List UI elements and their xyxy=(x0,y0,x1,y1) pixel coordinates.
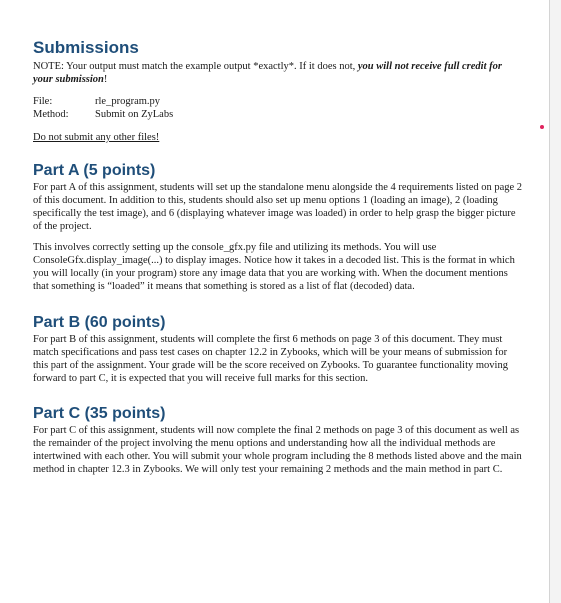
part-b-paragraph: For part B of this assignment, students will complete the first 6 methods on page 3 of this document. They must match specifications and pass test cases on chapter 12.2 in Zybooks, which will be your means of submission for this part of the assignment. Your grade will be the score received on Zybooks. To guarantee functionality moving forward to part C, it is expected that you will receive full marks for this section. xyxy=(33,334,508,384)
document-content xyxy=(33,38,523,476)
note-text: : Your output must match the example output *exactly*. If it does not, xyxy=(61,61,358,72)
part-c-heading: Part C (35 points) xyxy=(33,405,166,422)
method-row xyxy=(33,108,523,121)
note-paragraph xyxy=(33,60,523,86)
margin-marker-dot xyxy=(540,125,544,129)
file-key: File: xyxy=(33,96,53,107)
part-b-heading: Part B (60 points) xyxy=(33,314,166,331)
part-a-heading: Part A (5 points) xyxy=(33,162,156,179)
spacer xyxy=(33,385,523,404)
note-label: NOTE xyxy=(33,61,61,72)
part-a-paragraph-1: For part A of this assignment, students will set up the standalone menu alongside the 4 requirements listed on page 2 of this document. In addition to this, students should also set up menu options 1 (loading an image), 2 (loading specifically the test image), and 6 (displaying whatever image was loaded) in order to help grasp the bigger picture of the project. xyxy=(33,182,523,232)
spacer xyxy=(33,293,523,313)
no-other-files-note: Do not submit any other files! xyxy=(33,132,160,143)
file-row xyxy=(33,95,523,108)
method-key: Method: xyxy=(33,109,69,120)
spacer xyxy=(33,233,523,241)
note-end: ! xyxy=(103,74,108,85)
method-value: Submit on ZyLabs xyxy=(95,109,174,120)
file-info-table xyxy=(33,95,523,121)
submissions-heading: Submissions xyxy=(33,38,139,57)
spacer xyxy=(33,144,523,161)
part-a-paragraph-2: This involves correctly setting up the console_gfx.py file and utilizing its methods. You will use ConsoleGfx.display_image(...) to display images. Notice how it takes in a decoded list. This is the format in which you will locally (in your program) store any image data that you are working with. When the document mentions that something is “loaded” it means that something is stored as a list of flat (decoded) data. xyxy=(33,242,515,292)
scrollbar-gutter[interactable] xyxy=(549,0,561,603)
note-emphasis: you will not receive full credit for your submission xyxy=(33,61,502,85)
part-c-paragraph: For part C of this assignment, students will now complete the final 2 methods on page 3 of this document as well as the remainder of the project involving the menu options and understanding how all the individual methods are intertwined with each other. You will submit your whole program including the 8 methods listed above and the main method in chapter 12.3 in Zybooks. We will only test your remaining 2 methods and the main method in part C. xyxy=(33,425,522,475)
file-value: rle_program.py xyxy=(95,96,161,107)
